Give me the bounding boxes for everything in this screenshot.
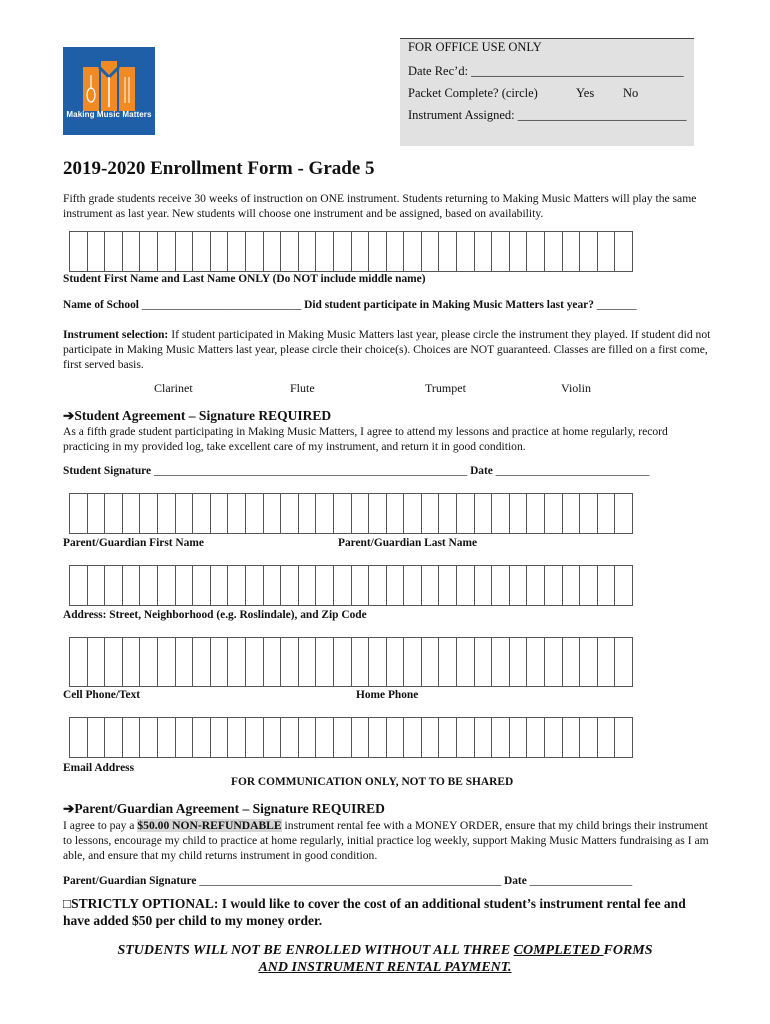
character-box[interactable] (69, 493, 88, 534)
character-box[interactable] (227, 231, 246, 272)
character-box[interactable] (614, 637, 633, 687)
character-box[interactable] (263, 231, 282, 272)
character-box[interactable] (263, 637, 282, 687)
character-box[interactable] (456, 493, 475, 534)
character-box[interactable] (104, 717, 123, 758)
character-box[interactable] (69, 717, 88, 758)
character-box[interactable] (298, 717, 317, 758)
character-box[interactable] (122, 637, 141, 687)
character-box[interactable] (421, 637, 440, 687)
character-box[interactable] (544, 565, 563, 606)
parent-agreement-text (63, 818, 713, 863)
character-box[interactable] (175, 637, 194, 687)
character-box[interactable] (403, 565, 422, 606)
student-name-label: Student First Name and Last Name ONLY (Do NOT include middle name) (63, 273, 426, 285)
character-box[interactable] (157, 493, 176, 534)
school-line (63, 299, 713, 311)
character-box[interactable] (351, 231, 370, 272)
character-box[interactable] (368, 637, 387, 687)
instrument-assigned-field: Instrument Assigned: ___________________________ (408, 108, 687, 122)
character-box[interactable] (368, 717, 387, 758)
character-box[interactable] (280, 231, 299, 272)
packet-complete-label: Packet Complete? (circle) (408, 86, 538, 100)
character-box[interactable] (526, 717, 545, 758)
character-box[interactable] (280, 565, 299, 606)
character-box[interactable] (298, 637, 317, 687)
character-box[interactable] (614, 565, 633, 606)
character-box[interactable] (315, 637, 334, 687)
character-box[interactable] (351, 565, 370, 606)
character-box[interactable] (562, 637, 581, 687)
character-box[interactable] (386, 493, 405, 534)
character-box[interactable] (474, 637, 493, 687)
instrument-selection-label: Instrument selection: (63, 328, 169, 341)
parent-first-name-label: Parent/Guardian First Name (63, 537, 204, 549)
character-box[interactable] (579, 717, 598, 758)
character-box[interactable] (139, 565, 158, 606)
character-box[interactable] (579, 565, 598, 606)
character-box[interactable] (139, 637, 158, 687)
parent-signature-field[interactable]: _____________________________________________________ (199, 875, 502, 887)
character-box[interactable] (263, 565, 282, 606)
character-box[interactable] (69, 637, 88, 687)
character-box[interactable] (456, 565, 475, 606)
character-box[interactable] (456, 637, 475, 687)
character-box[interactable] (280, 717, 299, 758)
character-box[interactable] (544, 637, 563, 687)
parent-agreement-title: Parent/Guardian Agreement – Signature REQUIRED (74, 801, 385, 816)
student-name-boxes[interactable] (69, 231, 632, 272)
character-box[interactable] (122, 231, 141, 272)
character-box[interactable] (438, 717, 457, 758)
character-box[interactable] (157, 717, 176, 758)
character-box[interactable] (579, 493, 598, 534)
character-box[interactable] (597, 565, 616, 606)
character-box[interactable] (509, 565, 528, 606)
character-box[interactable] (263, 493, 282, 534)
making-music-matters-logo (63, 47, 155, 135)
character-box[interactable] (245, 717, 264, 758)
character-box[interactable] (386, 717, 405, 758)
character-box[interactable] (474, 493, 493, 534)
character-box[interactable] (351, 637, 370, 687)
parent-name-boxes[interactable] (69, 493, 632, 534)
character-box[interactable] (526, 637, 545, 687)
character-box[interactable] (210, 493, 229, 534)
school-blank[interactable]: ____________________________ (141, 299, 302, 311)
character-box[interactable] (298, 231, 317, 272)
student-signature-field[interactable]: _______________________________________________________ (153, 465, 468, 477)
character-box[interactable] (122, 565, 141, 606)
character-box[interactable] (491, 231, 510, 272)
character-box[interactable] (69, 565, 88, 606)
character-box[interactable] (386, 231, 405, 272)
character-box[interactable] (474, 231, 493, 272)
character-box[interactable] (122, 717, 141, 758)
character-box[interactable] (597, 493, 616, 534)
enrollment-warning-line2: AND INSTRUMENT RENTAL PAYMENT. (258, 960, 512, 975)
character-box[interactable] (386, 637, 405, 687)
character-box[interactable] (192, 565, 211, 606)
optional-donation (63, 895, 703, 929)
participate-blank[interactable]: _______ (596, 299, 637, 311)
character-box[interactable] (526, 565, 545, 606)
character-box[interactable] (192, 637, 211, 687)
character-box[interactable] (491, 565, 510, 606)
character-box[interactable] (298, 493, 317, 534)
character-box[interactable] (87, 493, 106, 534)
character-box[interactable] (421, 493, 440, 534)
page-title: 2019-2020 Enrollment Form - Grade 5 (63, 158, 375, 179)
character-box[interactable] (597, 231, 616, 272)
character-box[interactable] (210, 717, 229, 758)
character-box[interactable] (386, 565, 405, 606)
character-box[interactable] (227, 637, 246, 687)
character-box[interactable] (368, 493, 387, 534)
character-box[interactable] (210, 565, 229, 606)
rental-fee-highlight: $50.00 NON-REFUNDABLE (137, 819, 282, 832)
character-box[interactable] (438, 565, 457, 606)
character-box[interactable] (87, 717, 106, 758)
character-box[interactable] (544, 717, 563, 758)
optional-text: STRICTLY OPTIONAL: I would like to cover the cost of an additional student’s instrument rental fee and have added $50 per child to my money order. (63, 896, 686, 928)
parent-agreement-text-end: instrument rental fee with a MONEY ORDER, ensure that my child brings their instrument to lessons, encourage my child to practice at home regularly, initial practice log weekly, support Making Music Matters fundraising as I am able, and ensure that my child returns instrument in good condition. (63, 819, 709, 862)
character-box[interactable] (544, 493, 563, 534)
character-box[interactable] (245, 637, 264, 687)
character-box[interactable] (210, 637, 229, 687)
character-box[interactable] (562, 717, 581, 758)
character-box[interactable] (614, 717, 633, 758)
character-box[interactable] (192, 231, 211, 272)
character-box[interactable] (509, 717, 528, 758)
character-box[interactable] (280, 637, 299, 687)
character-box[interactable] (562, 231, 581, 272)
character-box[interactable] (333, 637, 352, 687)
optional-checkbox[interactable]: □ (63, 896, 72, 911)
character-box[interactable] (491, 637, 510, 687)
character-box[interactable] (157, 637, 176, 687)
instrument-selection-text: If student participated in Making Music Matters last year, please circle the instrument they played. If student did not participate in Making Music Matters last year, please circle their choice(s). Choices are NOT guaranteed. Classes are filled on a first come, first served basis. (63, 328, 711, 371)
character-box[interactable] (69, 231, 88, 272)
character-box[interactable] (87, 231, 106, 272)
packet-no-option[interactable]: No (623, 86, 639, 100)
character-box[interactable] (210, 231, 229, 272)
character-box[interactable] (438, 231, 457, 272)
character-box[interactable] (403, 493, 422, 534)
student-agreement-text: As a fifth grade student participating in Making Music Matters, I agree to attend my lessons and practice at home regularly, record practicing in my provided log, take excellent care of my instrument, and return it in good condition. (63, 425, 668, 453)
character-box[interactable] (544, 231, 563, 272)
character-box[interactable] (104, 231, 123, 272)
character-box[interactable] (438, 493, 457, 534)
character-box[interactable] (403, 231, 422, 272)
character-box[interactable] (280, 493, 299, 534)
parent-date-field[interactable]: __________________ (529, 875, 633, 887)
parent-last-name-label: Parent/Guardian Last Name (338, 537, 478, 549)
character-box[interactable] (87, 637, 106, 687)
office-use-box (400, 38, 694, 146)
email-boxes[interactable] (69, 717, 632, 758)
character-box[interactable] (87, 565, 106, 606)
office-heading: FOR OFFICE USE ONLY (408, 40, 542, 54)
character-box[interactable] (614, 231, 633, 272)
character-box[interactable] (157, 565, 176, 606)
instrument-violin[interactable]: Violin (561, 381, 591, 395)
character-box[interactable] (526, 231, 545, 272)
date-received-field: Date Rec’d: __________________________________ (408, 64, 684, 78)
parent-signature-line (63, 875, 632, 887)
parent-date-label: Date (504, 875, 527, 887)
character-box[interactable] (333, 717, 352, 758)
character-box[interactable] (245, 493, 264, 534)
student-agreement-title: Student Agreement – Signature REQUIRED (74, 408, 332, 423)
character-box[interactable] (298, 565, 317, 606)
character-box[interactable] (562, 565, 581, 606)
character-box[interactable] (157, 231, 176, 272)
character-box[interactable] (139, 493, 158, 534)
instrument-selection-paragraph (63, 327, 713, 372)
character-box[interactable] (104, 565, 123, 606)
character-box[interactable] (263, 717, 282, 758)
enrollment-warning-line1 (0, 942, 770, 959)
character-box[interactable] (192, 493, 211, 534)
character-box[interactable] (456, 231, 475, 272)
character-box[interactable] (438, 637, 457, 687)
instrument-trumpet[interactable]: Trumpet (425, 381, 466, 395)
character-box[interactable] (333, 493, 352, 534)
character-box[interactable] (315, 717, 334, 758)
character-box[interactable] (175, 493, 194, 534)
student-date-label: Date (470, 465, 493, 477)
cell-phone-label: Cell Phone/Text (63, 689, 141, 701)
warning-text-2: FORMS (603, 943, 653, 958)
character-box[interactable] (597, 717, 616, 758)
student-signature-line (63, 465, 649, 477)
participate-label: Did student participate in Making Music Matters last year? (304, 299, 594, 311)
address-boxes[interactable] (69, 565, 632, 606)
parent-signature-label: Parent/Guardian Signature (63, 875, 197, 887)
email-label: Email Address (63, 762, 134, 774)
character-box[interactable] (509, 493, 528, 534)
enrollment-warning (0, 942, 770, 976)
character-box[interactable] (421, 565, 440, 606)
character-box[interactable] (175, 717, 194, 758)
character-box[interactable] (122, 493, 141, 534)
character-box[interactable] (315, 231, 334, 272)
arrow-right-icon: ➔ (63, 408, 75, 423)
communication-note: FOR COMMUNICATION ONLY, NOT TO BE SHARED (231, 776, 514, 788)
arrow-right-icon: ➔ (63, 801, 75, 816)
student-date-field[interactable]: ___________________________ (495, 465, 650, 477)
intro-paragraph: Fifth grade students receive 30 weeks of instruction on ONE instrument. Students returning to Making Music Matters will play the same instrument as last year. New students will choose one instrument and be assigned, based on availability. (63, 192, 697, 220)
parent-agreement-text-start: I agree to pay a (63, 819, 138, 832)
character-box[interactable] (579, 231, 598, 272)
character-box[interactable] (333, 565, 352, 606)
character-box[interactable] (139, 231, 158, 272)
character-box[interactable] (509, 231, 528, 272)
character-box[interactable] (175, 231, 194, 272)
logo-text: Making Music Matters (66, 110, 152, 119)
character-box[interactable] (245, 231, 264, 272)
warning-text-1: STUDENTS WILL NOT BE ENROLLED WITHOUT ALL THREE (117, 943, 514, 958)
packet-yes-option[interactable]: Yes (576, 86, 595, 100)
character-box[interactable] (333, 231, 352, 272)
character-box[interactable] (491, 717, 510, 758)
character-box[interactable] (562, 493, 581, 534)
character-box[interactable] (403, 717, 422, 758)
character-box[interactable] (315, 493, 334, 534)
instrument-logo-icon (63, 47, 155, 135)
instrument-flute[interactable]: Flute (290, 381, 315, 395)
character-box[interactable] (351, 717, 370, 758)
home-phone-label: Home Phone (356, 689, 419, 701)
character-box[interactable] (368, 231, 387, 272)
instrument-clarinet[interactable]: Clarinet (154, 381, 193, 395)
character-box[interactable] (509, 637, 528, 687)
address-label: Address: Street, Neighborhood (e.g. Roslindale), and Zip Code (63, 609, 367, 621)
character-box[interactable] (421, 231, 440, 272)
character-box[interactable] (526, 493, 545, 534)
warning-underlined: COMPLETED (513, 943, 604, 958)
character-box[interactable] (614, 493, 633, 534)
character-box[interactable] (192, 717, 211, 758)
school-label: Name of School (63, 299, 139, 311)
character-box[interactable] (421, 717, 440, 758)
character-box[interactable] (474, 565, 493, 606)
character-box[interactable] (403, 637, 422, 687)
character-box[interactable] (456, 717, 475, 758)
parent-agreement-heading (63, 801, 385, 817)
student-signature-label: Student Signature (63, 465, 152, 477)
character-box[interactable] (368, 565, 387, 606)
character-box[interactable] (227, 565, 246, 606)
phone-boxes[interactable] (69, 637, 632, 687)
character-box[interactable] (579, 637, 598, 687)
character-box[interactable] (139, 717, 158, 758)
character-box[interactable] (315, 565, 334, 606)
character-box[interactable] (104, 637, 123, 687)
character-box[interactable] (597, 637, 616, 687)
character-box[interactable] (245, 565, 264, 606)
character-box[interactable] (227, 717, 246, 758)
character-box[interactable] (491, 493, 510, 534)
character-box[interactable] (227, 493, 246, 534)
character-box[interactable] (474, 717, 493, 758)
character-box[interactable] (351, 493, 370, 534)
character-box[interactable] (104, 493, 123, 534)
student-agreement-heading (63, 408, 331, 424)
character-box[interactable] (175, 565, 194, 606)
